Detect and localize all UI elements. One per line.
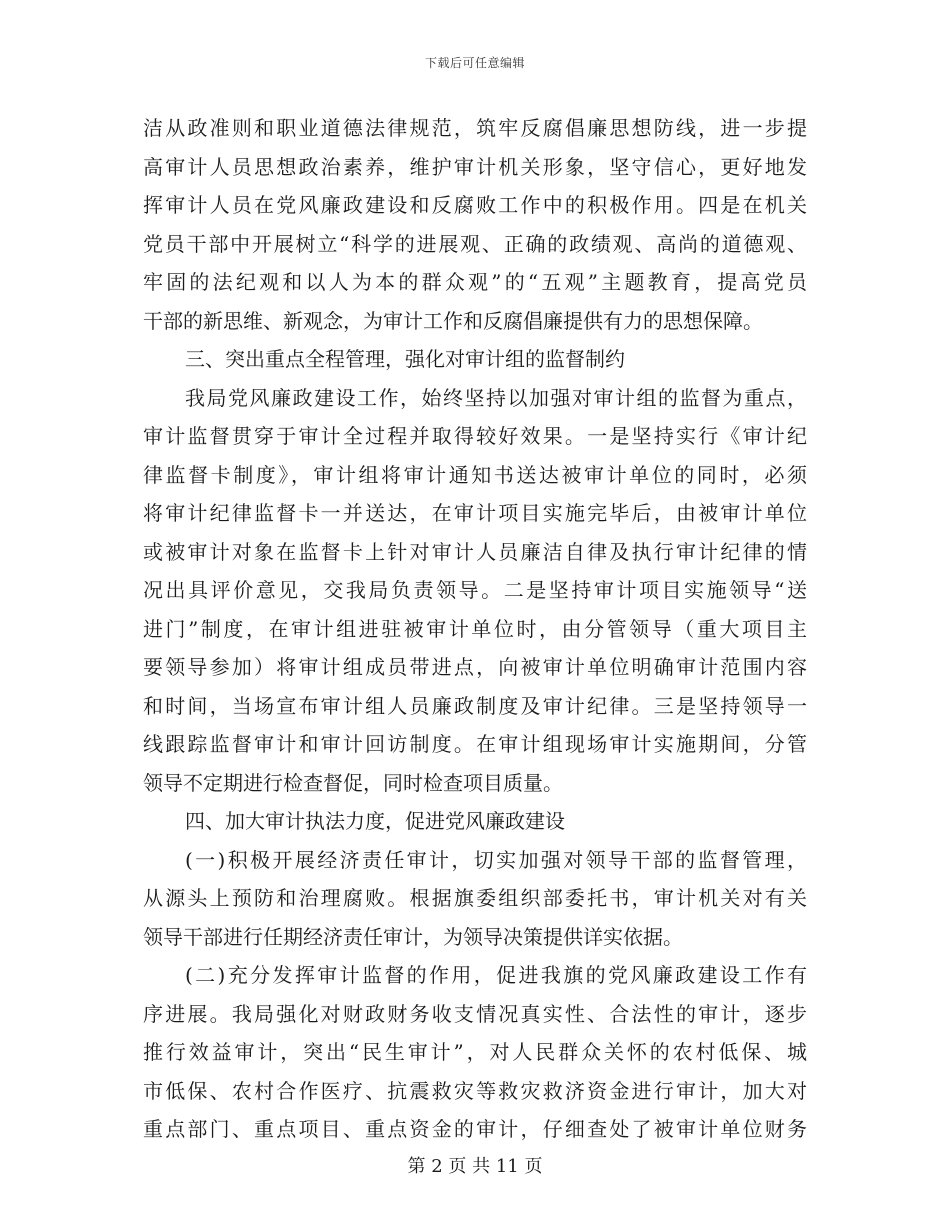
text-line: 律监督卡制度》，审计组将审计通知书送达被审计单位的同时，必须 [143,462,807,487]
document-body [143,109,807,1149]
text-line: 领导干部进行任期经济责任审计，为领导决策提供详实依据。 [143,924,683,949]
text-line: 要领导参加）将审计组成员带进点，向被审计单位明确审计范围内容 [143,655,807,679]
text-line: 干部的新思维、新观念，为审计工作和反腐倡廉提供有力的思想保障。 [143,308,763,333]
text-line: 推行效益审计，突出“民生审计”，对人民群众关怀的农村低保、城 [143,1040,807,1064]
text-line: 我局党风廉政建设工作，始终坚持以加强对审计组的监督为重点， [185,385,807,410]
text-line: 市低保、农村合作医疗、抗震救灾等救灾救济资金进行审计，加大对 [143,1078,807,1103]
text-line: 线跟踪监督审计和审计回访制度。在审计组现场审计实施期间，分管 [143,732,807,756]
page-header-note: 下载后可任意编辑 [424,56,525,70]
text-line: 或被审计对象在监督卡上针对审计人员廉洁自律及执行审计纪律的情 [143,539,807,564]
text-line: (一)积极开展经济责任审计，切实加强对领导干部的监督管理， [185,847,807,872]
text-line: 洁从政准则和职业道德法律规范，筑牢反腐倡廉思想防线，进一步提 [143,116,807,140]
page-number-footer: 第 2 页 共 11 页 [407,1156,543,1177]
text-line: 将审计纪律监督卡一并送达，在审计项目实施完毕后，由被审计单位 [143,501,807,525]
text-line: 牢固的法纪观和以人为本的群众观”的“五观”主题教育，提高党员 [143,270,807,294]
text-line: 序进展。我局强化对财政财务收支情况真实性、合法性的审计，逐步 [143,1001,807,1026]
text-line: (二)充分发挥审计监督的作用，促进我旗的党风廉政建设工作有 [185,963,807,987]
text-line: 领导不定期进行检查督促，同时检查项目质量。 [143,770,563,795]
text-line: 和时间，当场宣布审计组人员廉政制度及审计纪律。三是坚持领导一 [143,693,807,718]
text-line: 进门”制度，在审计组进驻被审计单位时，由分管领导（重大项目主 [143,616,807,641]
text-line: 况出具评价意见，交我局负责领导。二是坚持审计项目实施领导“送 [143,578,807,602]
section-heading: 三、突出重点全程管理，强化对审计组的监督制约 [185,347,625,371]
text-line: 从源头上预防和治理腐败。根据旗委组织部委托书，审计机关对有关 [143,886,807,910]
text-line: 高审计人员思想政治素养，维护审计机关形象，坚守信心，更好地发 [143,154,807,179]
text-line: 重点部门、重点项目、重点资金的审计，仔细查处了被审计单位财务 [143,1117,807,1141]
text-line: 挥审计人员在党风廉政建设和反腐败工作中的积极作用。四是在机关 [143,193,807,217]
text-line: 党员干部中开展树立“科学的进展观、正确的政绩观、高尚的道德观、 [143,231,807,256]
section-heading: 四、加大审计执法力度，促进党风廉政建设 [185,809,565,833]
text-line: 审计监督贯穿于审计全过程并取得较好效果。一是坚持实行《审计纪 [143,424,807,448]
